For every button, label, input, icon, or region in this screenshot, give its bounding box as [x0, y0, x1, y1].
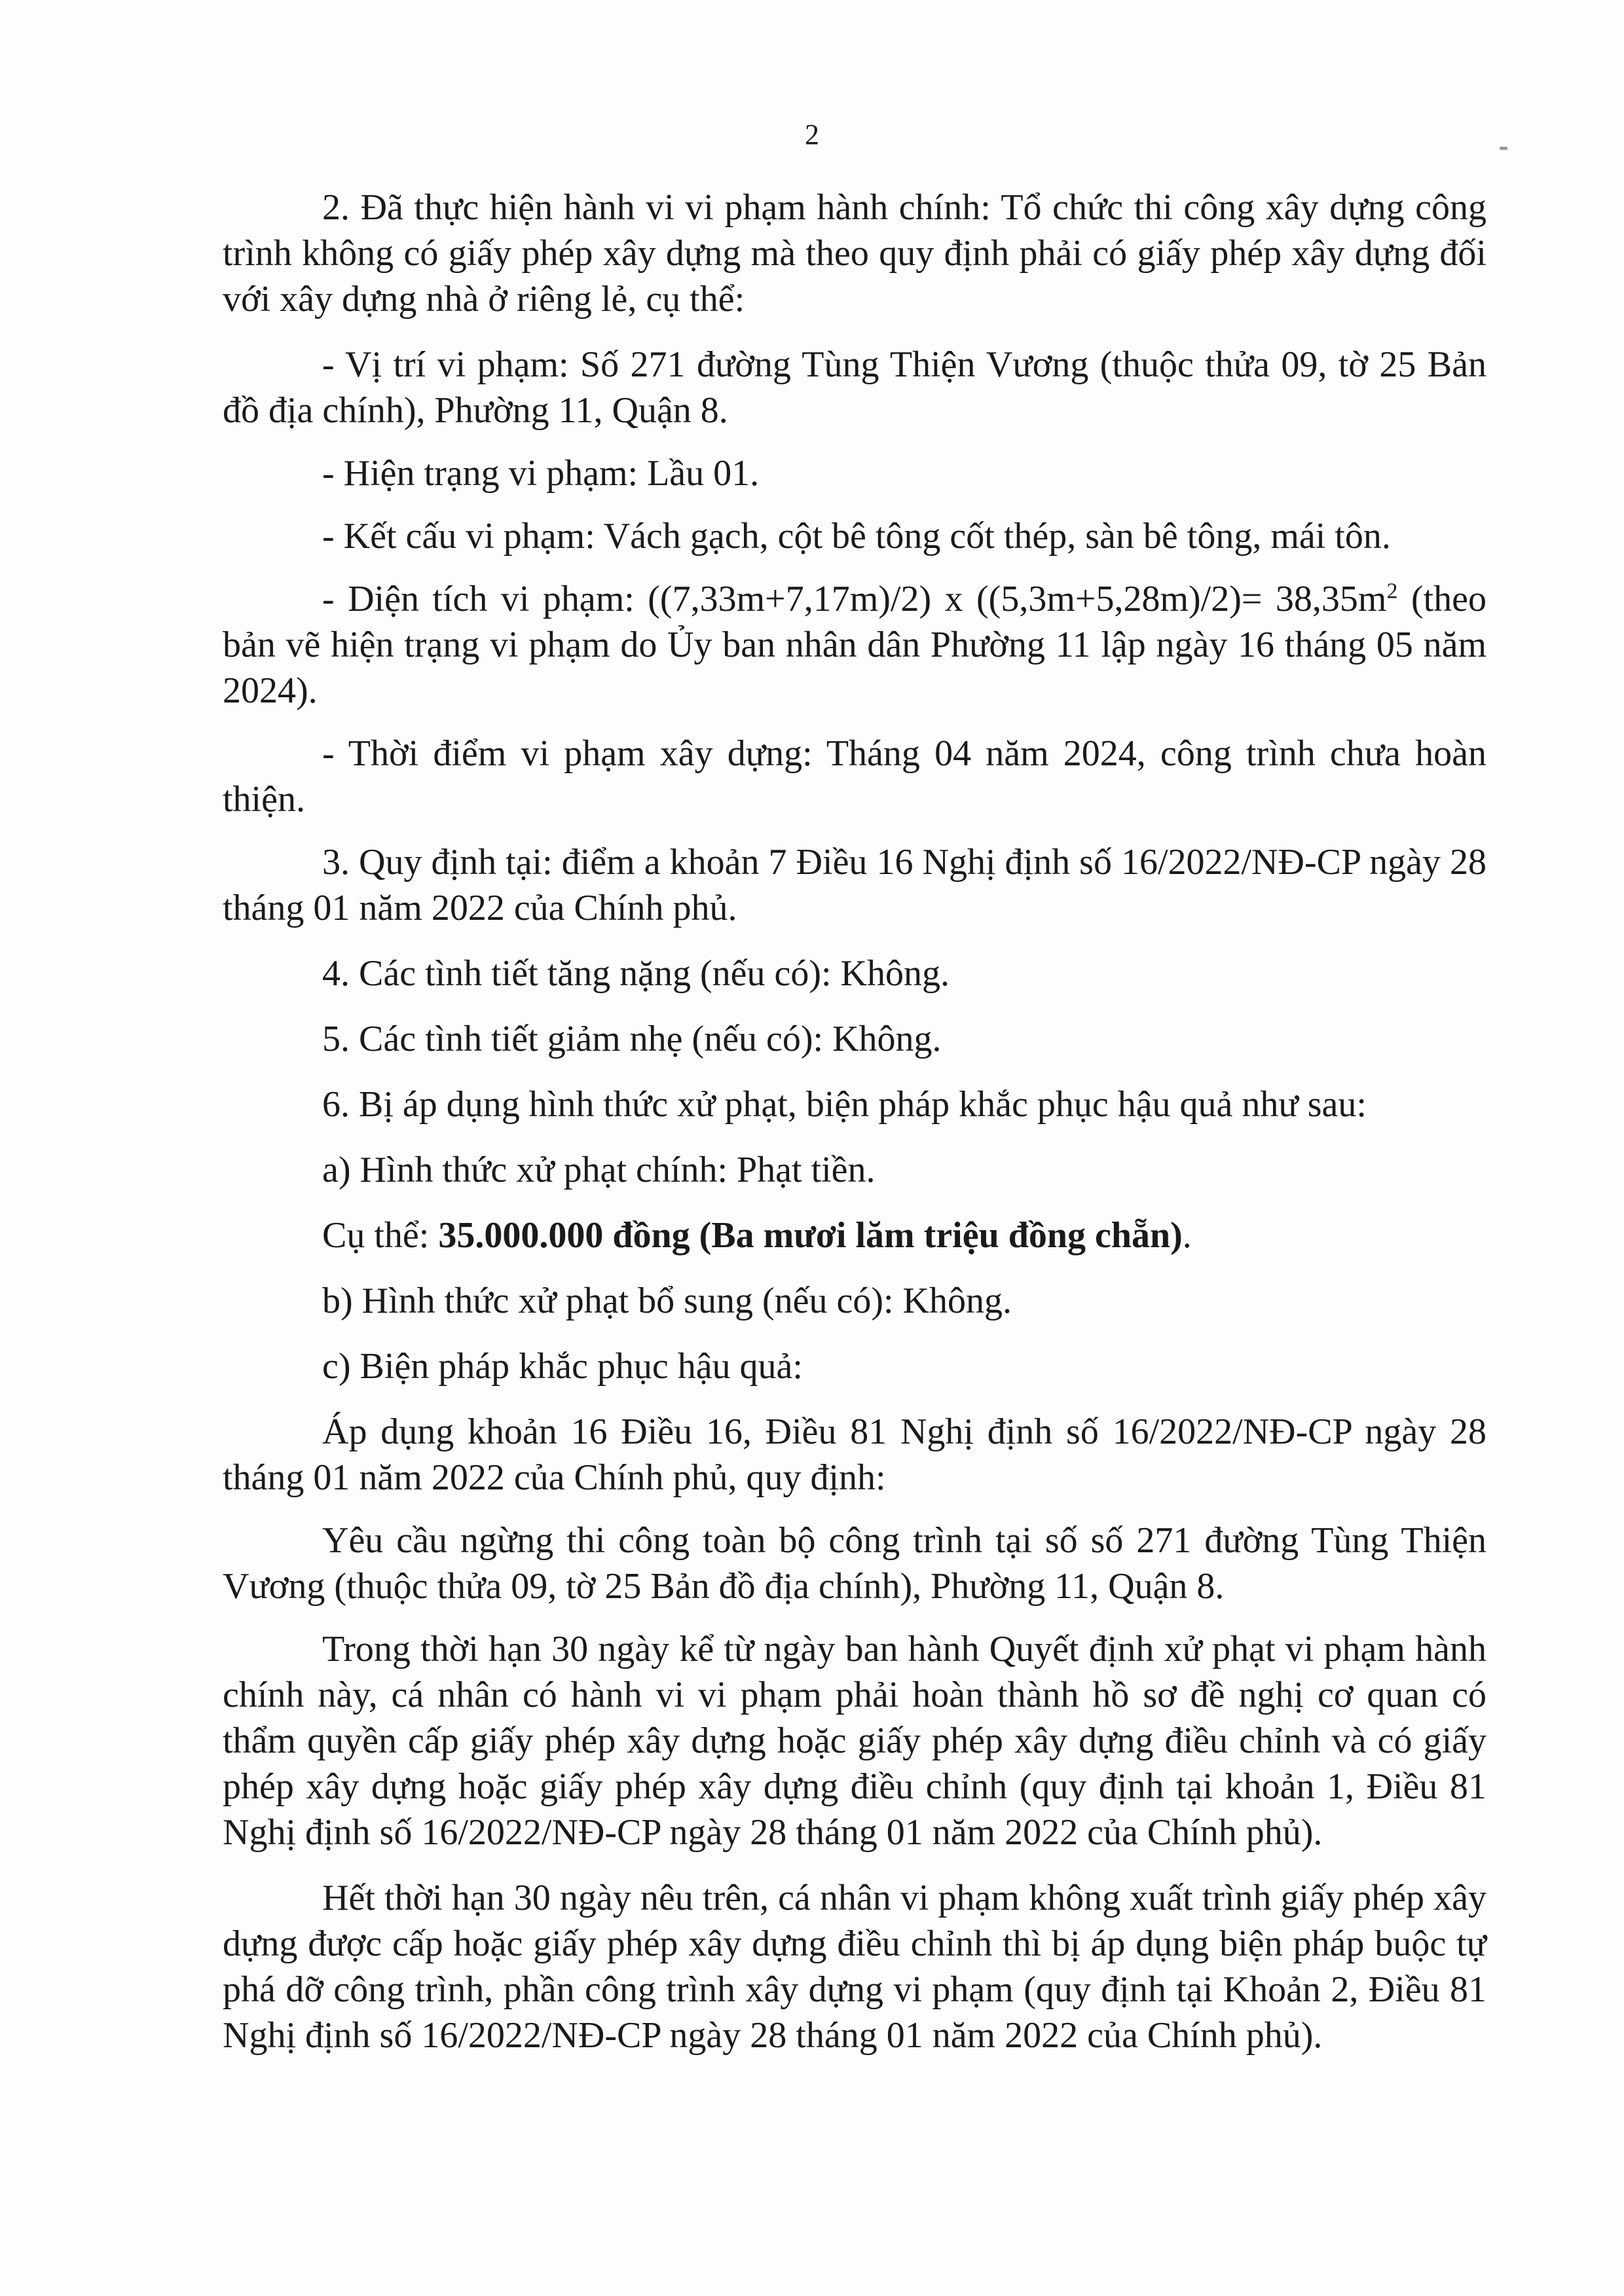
- violation-time: - Thời điểm vi phạm xây dựng: Tháng 04 năm 2024, công trình chưa hoàn thiện.: [223, 733, 1486, 820]
- fine-prefix: Cụ thể:: [322, 1215, 439, 1256]
- fine-suffix: .: [1182, 1215, 1192, 1256]
- violation-area: [223, 576, 1486, 714]
- section-2-intro: 2. Đã thực hiện hành vi vi phạm hành chính: Tổ chức thi công xây dựng công trình không có giấy phép xây dựng mà theo quy định phải có giấy phép xây dựng đối với xây dựng nhà ở riêng lẻ, cụ thể:: [223, 187, 1486, 319]
- deadline-paragraph: Trong thời hạn 30 ngày kể từ ngày ban hành Quyết định xử phạt vi phạm hành chính này, cá nhân có hành vi vi phạm phải hoàn thành hồ sơ đề nghị cơ quan có thẩm quyền cấp giấy phép xây dựng hoặc giấy phép xây dựng điều chỉnh và có giấy phép xây dựng hoặc giấy phép xây dựng điều chỉnh (quy định tại khoản 1, Điều 81 Nghị định số 16/2022/NĐ-CP ngày 28 tháng 01 năm 2022 của Chính phủ).: [223, 1629, 1486, 1853]
- section-6a: a) Hình thức xử phạt chính: Phạt tiền.: [322, 1150, 876, 1190]
- fine-line: [223, 1212, 1486, 1258]
- section-4: 4. Các tình tiết tăng nặng (nếu có): Không.: [322, 953, 950, 994]
- section-5: 5. Các tình tiết giảm nhẹ (nếu có): Không.: [322, 1019, 942, 1059]
- apply-paragraph: Áp dụng khoản 16 Điều 16, Điều 81 Nghị định số 16/2022/NĐ-CP ngày 28 tháng 01 năm 2022 của Chính phủ, quy định:: [223, 1412, 1486, 1498]
- request-paragraph: Yêu cầu ngừng thi công toàn bộ công trình tại số số 271 đường Tùng Thiện Vương (thuộc thửa 09, tờ 25 Bản đồ địa chính), Phường 11, Quận 8.: [223, 1520, 1486, 1607]
- fine-amount: 35.000.000 đồng (Ba mươi lăm triệu đồng chẵn): [438, 1215, 1183, 1256]
- document-body: [223, 185, 1486, 2058]
- scan-speck: [1500, 147, 1507, 150]
- violation-structure: - Kết cấu vi phạm: Vách gạch, cột bê tông cốt thép, sàn bê tông, mái tôn.: [322, 516, 1391, 556]
- section-6-intro: 6. Bị áp dụng hình thức xử phạt, biện pháp khắc phục hậu quả như sau:: [322, 1084, 1367, 1125]
- section-6c: c) Biện pháp khắc phục hậu quả:: [322, 1346, 803, 1387]
- section-6b: b) Hình thức xử phạt bổ sung (nếu có): Không.: [322, 1281, 1012, 1321]
- section-3: 3. Quy định tại: điểm a khoản 7 Điều 16 Nghị định số 16/2022/NĐ-CP ngày 28 tháng 01 năm 2022 của Chính phủ.: [223, 842, 1486, 928]
- expiry-paragraph: Hết thời hạn 30 ngày nêu trên, cá nhân vi phạm không xuất trình giấy phép xây dựng được cấp hoặc giấy phép xây dựng điều chỉnh thì bị áp dụng biện pháp buộc tự phá dỡ công trình, phần công trình xây dựng vi phạm (quy định tại Khoản 2, Điều 81 Nghị định số 16/2022/NĐ-CP ngày 28 tháng 01 năm 2022 của Chính phủ).: [223, 1878, 1486, 2056]
- violation-location: - Vị trí vi phạm: Số 271 đường Tùng Thiện Vương (thuộc thửa 09, tờ 25 Bản đồ địa chính), Phường 11, Quận 8.: [223, 344, 1486, 431]
- violation-status: - Hiện trạng vi phạm: Lầu 01.: [322, 453, 760, 494]
- page-number: 2: [805, 118, 819, 151]
- area-suffix: (theo bản vẽ hiện trạng vi phạm do Ủy ban nhân dân Phường 11 lập ngày 16 tháng 05 năm 2024).: [223, 579, 1486, 711]
- area-prefix: - Diện tích vi phạm: ((7,33m+7,17m)/2) x ((5,3m+5,28m)/2)= 38,35m: [322, 579, 1387, 619]
- area-superscript: 2: [1386, 579, 1398, 604]
